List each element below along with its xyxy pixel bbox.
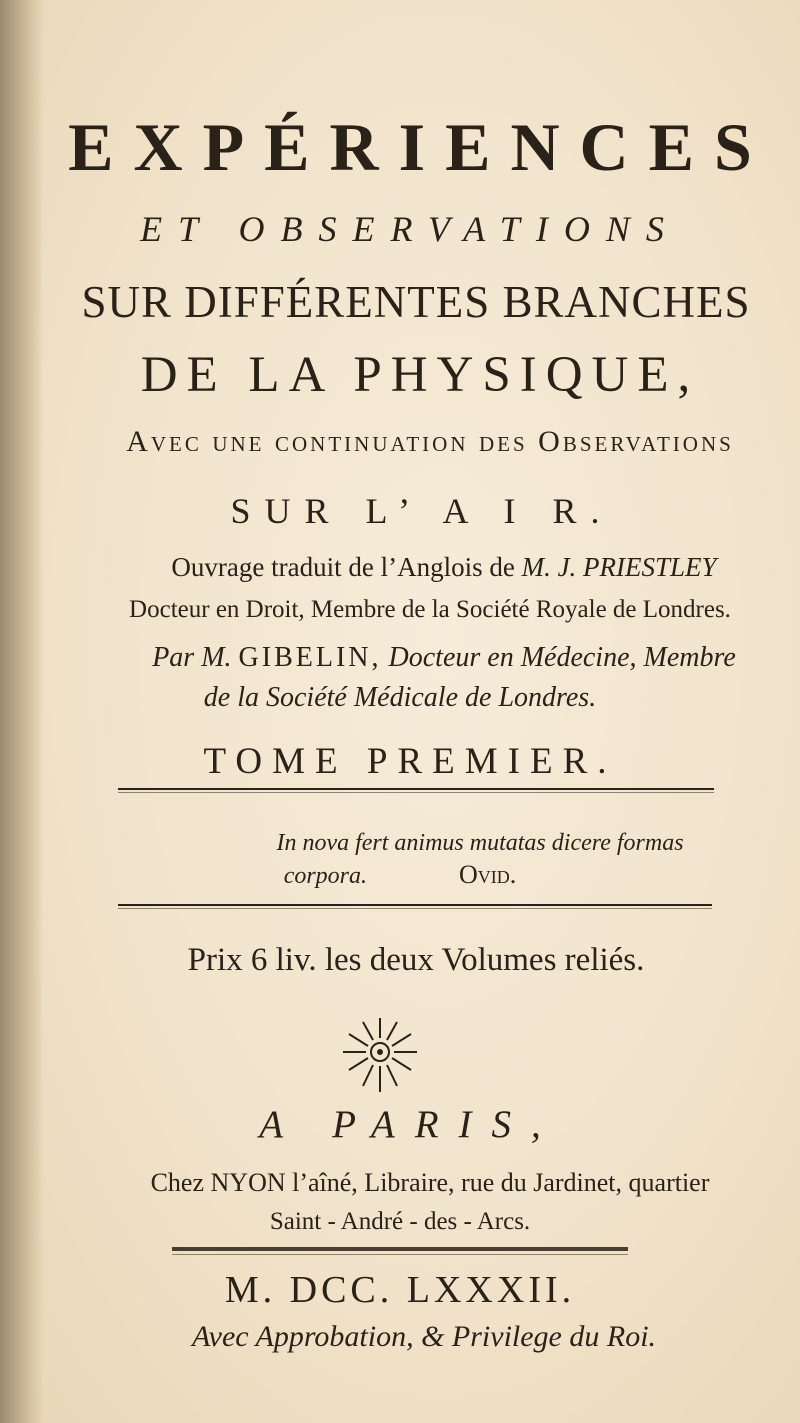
translator-prefix: Par M. <box>152 642 232 673</box>
rule-top-thin <box>118 792 714 793</box>
work-line <box>0 552 800 583</box>
rule-bottom-thin <box>118 908 712 909</box>
title-line-3: SUR DIFFÉRENTES BRANCHES <box>81 277 751 327</box>
author-name: M. J. PRIESTLEY <box>521 552 717 582</box>
place-line: A PARIS, <box>259 1103 561 1146</box>
author-title: Docteur en Droit, Membre de la Société Royale de Londres. <box>129 596 731 623</box>
epigraph-source: Ovid. <box>459 860 517 889</box>
rule-top <box>118 788 714 790</box>
year-line: M. DCC. LXXXII. <box>224 1269 576 1311</box>
translator-role: Docteur en Médecine, Membre <box>388 642 736 673</box>
price-line: Prix 6 liv. les deux Volumes reliés. <box>187 942 645 978</box>
continuation-line: Avec une continuation des Observations <box>126 425 734 458</box>
title-main: EXPÉRIENCES <box>68 109 772 185</box>
publisher-line-2: Saint - André - des - Arcs. <box>269 1208 531 1235</box>
work-line-text: Ouvrage traduit de l’Anglois de <box>171 552 515 582</box>
publisher-line-1: Chez NYON l’aîné, Libraire, rue du Jardinet, quartier <box>150 1168 710 1197</box>
title-sub: ET OBSERVATIONS <box>140 209 680 249</box>
volume-label: TOME PREMIER. <box>203 741 617 782</box>
sun-ornament-icon <box>335 1010 425 1100</box>
rule-publisher-thin <box>172 1254 628 1255</box>
translator-name: GIBELIN, <box>238 642 382 673</box>
translator-line <box>0 642 800 674</box>
title-line-4: DE LA PHYSIQUE, <box>140 347 700 403</box>
epigraph-line-1: In nova fert animus mutatas dicere formas <box>276 830 684 856</box>
epigraph-corpora: corpora. <box>283 863 368 889</box>
rule-bottom <box>118 904 712 906</box>
privilege-line: Avec Approbation, & Privilege du Roi. <box>191 1320 657 1353</box>
epigraph-line-2 <box>0 860 800 890</box>
rule-publisher <box>172 1247 628 1251</box>
translator-role-2: de la Société Médicale de Londres. <box>203 682 597 713</box>
continuation-end: SUR L’ A I R. <box>230 491 614 531</box>
